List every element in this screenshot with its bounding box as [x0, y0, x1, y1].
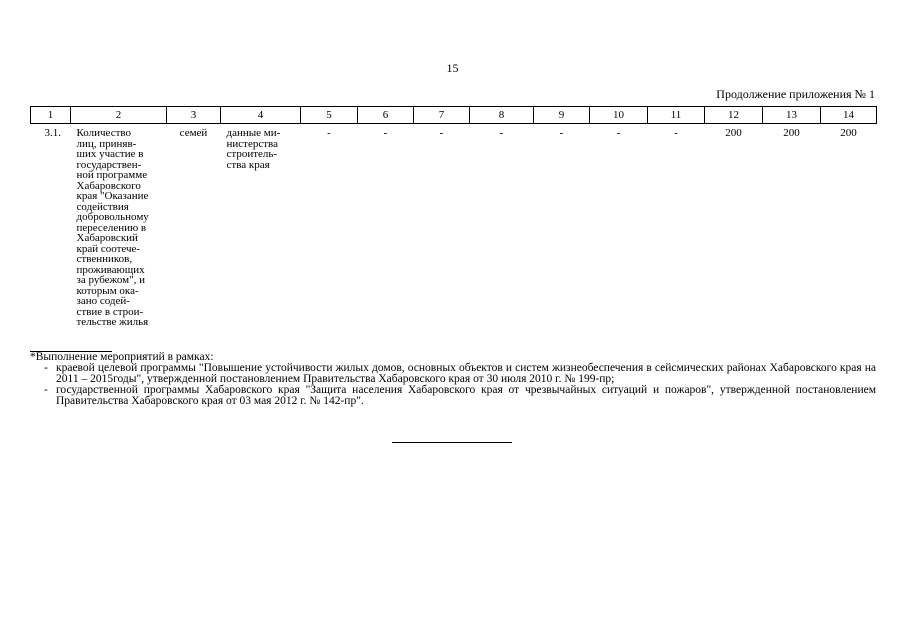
column-header: 10 [590, 107, 648, 124]
indicator-name [71, 124, 167, 328]
indicator-line: край соотече- [76, 242, 141, 255]
page-number: 15 [446, 61, 459, 75]
indicator-line: ствие в строи- [76, 305, 144, 318]
column-header: 13 [763, 107, 821, 124]
indicator-line: ной программе [76, 169, 148, 181]
indicator-line: тельстве жилья [76, 316, 149, 328]
indicators-table [30, 106, 877, 328]
value-cell: - [499, 127, 504, 139]
indicator-line: Хабаровский [76, 232, 138, 244]
source-line: данные ми- [226, 127, 281, 139]
row-number: 3.1. [44, 127, 61, 139]
unit-cell: семей [179, 127, 208, 139]
value-cell: - [674, 127, 678, 139]
appendix-continuation-label: Продолжение приложения № 1 [716, 87, 875, 101]
column-header: 2 [71, 107, 167, 124]
table-header-row [31, 107, 877, 124]
value-cell: - [616, 127, 621, 139]
indicator-line: проживающих [76, 263, 145, 276]
footnote-item [30, 385, 876, 407]
indicator-line: переселению в [76, 221, 147, 234]
end-separator [392, 442, 512, 443]
source-cell [221, 124, 301, 328]
indicator-line: государствен- [76, 158, 142, 171]
value-cell: - [327, 127, 331, 139]
footnote-item-text: краевой целевой программы "Повышение устойчивости жилых домов, основных объектов и систем жизнеобеспечения в сейсмических районах Хабаровского края на 2011 – 2015годы", утвержденной постановлением Правительства Хабаровского края от 30 июля 2010 г. № 199-пр; [56, 362, 876, 385]
value-cell: 200 [725, 127, 742, 139]
indicator-line: края "Оказание [76, 190, 149, 202]
column-header: 1 [31, 107, 71, 124]
column-header: 4 [221, 107, 301, 124]
column-header: 8 [470, 107, 534, 124]
indicator-line: лиц, приняв- [76, 137, 137, 150]
column-header: 7 [414, 107, 470, 124]
column-header: 11 [648, 107, 705, 124]
indicator-line: за рубежом", и [76, 274, 145, 286]
indicator-line: которым ока- [76, 284, 139, 297]
column-header: 14 [821, 107, 877, 124]
footnote [30, 352, 876, 407]
column-header: 5 [301, 107, 358, 124]
value-cell: 200 [783, 127, 800, 139]
source-line: нистерства [226, 137, 278, 150]
indicator-line: ших участие в [76, 148, 144, 160]
column-header: 12 [705, 107, 763, 124]
column-header: 3 [167, 107, 221, 124]
column-header: 9 [534, 107, 590, 124]
indicator-line: ственников, [76, 253, 133, 265]
source-line: строитель- [226, 148, 278, 160]
indicator-line: зано содей- [76, 295, 130, 307]
value-cell: 200 [840, 127, 857, 139]
value-cell: - [383, 127, 388, 139]
footnote-title: *Выполнение мероприятий в рамках: [30, 351, 214, 363]
indicator-line: добровольному [76, 211, 149, 223]
indicator-line: содействия [76, 200, 129, 213]
indicator-line: Количество [76, 127, 132, 139]
value-cell: - [559, 127, 564, 139]
footnote-dash: - [44, 384, 48, 396]
column-header: 6 [358, 107, 414, 124]
source-line: ства края [226, 158, 270, 171]
value-cell: - [439, 127, 444, 139]
footnote-item-text: государственной программы Хабаровского края "Защита населения Хабаровского края от чрезвычайных ситуаций и пожаров", утвержденной постановлением Правительства Хабаровского края от 03 мая 2012 г. № 142-пр". [56, 384, 876, 407]
footnote-dash: - [44, 362, 48, 374]
indicator-line: Хабаровского [76, 179, 141, 192]
table-row [31, 124, 877, 328]
footnote-item [30, 363, 876, 385]
